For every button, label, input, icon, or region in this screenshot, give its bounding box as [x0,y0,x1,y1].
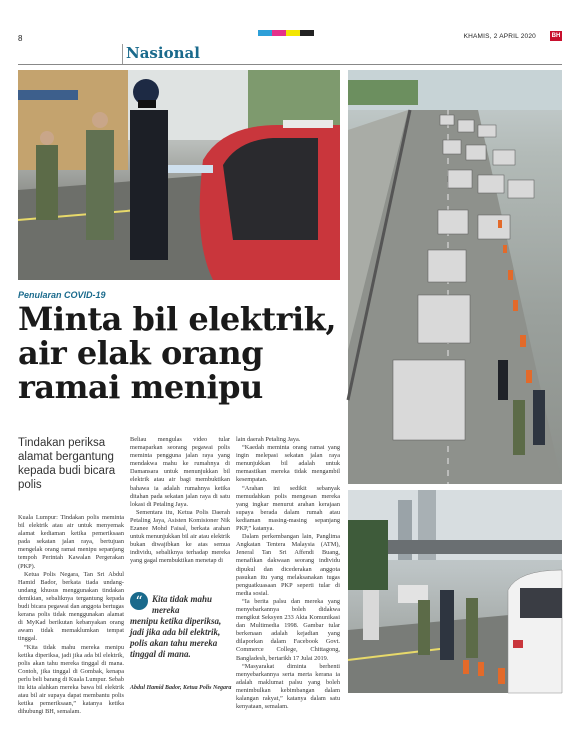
photo-illustration [18,70,340,280]
article-deck: Tindakan periksa alamat bergantung kepada budi bicara polis [18,437,116,491]
pull-quote-source: Abdul Hamid Bador, Ketua Polis Negara [130,685,232,691]
color-swatch [272,30,286,36]
photo-illustration [348,70,562,484]
pull-quote-line2: menipu ketika diperiksa, jadi jika ada bil elektrik, polis akan tahu mereka tinggal di mana. [130,616,222,659]
page-number: 8 [18,34,23,43]
photo-army-roadblock [348,490,562,693]
photo-illustration [348,490,562,693]
section-divider [122,44,123,64]
quote-mark-icon: “ [130,592,148,610]
body-column-2 [130,436,230,596]
paragraph: “Kita tidak mahu mereka menipu ketika diperiksa, jadi jika ada bil elektrik, polis akan tahu mereka tinggal di mana. Contoh, jika tinggal di Gombak, kenapa perlu beli barang di Kuala Lumpur. Sebab itu kita alahkan mereka bawa bil elektrik atau bil air supaya dapat membantu polis ketika pemeriksaan,” katanya ketika dihubungi BH, semalam. [18,643,124,716]
photo-highway-roadblock [348,70,562,484]
article-headline: Minta bil elektrik, air elak orang ramai menipu [18,300,336,406]
body-column-1 [18,514,124,716]
paragraph: “Arahan ini sedikit sebanyak memudahkan polis mengesan mereka yang ingkar menurut arahan kerajaan supaya berada dalam rumah atau kediaman masing-masing sepanjang PKP,” katanya. [236,484,340,533]
paragraph: “Masyarakat diminta berhenti menyebarkannya serta merta kerana ia adalah maklumat palsu yang boleh menimbulkan kebimbangan dalam kalangan rakyat,” katanya dalam satu kenyataan, semalam. [236,662,340,711]
body-column-3 [236,436,340,711]
color-swatch [300,30,314,36]
page-header [0,0,580,44]
color-swatch [258,30,272,36]
paragraph: “Kaedah meminta orang ramai yang ingin melepasi sekatan jalan raya menunjukkan bil adalah untuk memastikan mereka tidak mengambil kesempatan. [236,444,340,484]
newspaper-logo: BH [551,33,561,39]
paragraph: Ketua Polis Negara, Tan Sri Abdul Hamid Bador, berkata tiada undang-undang khusus menggunakan tindakan demikian, sebaliknya tergantung kepada budi bicara pegawai dan anggota bertugas kerana polis tidak menggunakan alamat di MyKad berikutan kebanyakan orang awam tidak memaklumkan tempat tinggal. [18,570,124,643]
paragraph: Kuala Lumpur: Tindakan polis meminta bil elektrik atau air untuk menyemak alamat kediaman ketika pemeriksaan pada sekatan jalan raya, bertujuan mengelak orang ramai menipu sepanjang tempoh Perintah Kawalan Pergerakan (PKP). [18,514,124,570]
pull-quote-line1: Kita tidak mahu mereka [152,594,213,615]
paragraph: Beliau mengulas video tular memaparkan seorang pegawai polis meminta pengguna jalan raya yang mendakwa mahu ke rumahnya di Damansara untuk menunjukkan bil elektrik atau air bagi membuktikan bahawa ia adalah rumahnya ketika ditahan pada sekatan jalan raya di satu lokasi di Petaling Jaya. [130,436,230,508]
section-rule [18,64,562,65]
paragraph: lain daerah Petaling Jaya. [236,436,301,443]
article-kicker: Penularan COVID-19 [18,290,106,300]
color-register-strip [258,30,314,36]
color-swatch [286,30,300,36]
section-title: Nasional [126,44,200,62]
paragraph: Dalam perkembangan lain, Panglima Angkatan Tentera Malaysia (ATM), Jeneral Tan Sri Affendi Buang, menafikan dakwaan seorang individu dipukul dan dicederakan anggota pasukan itu yang melaksanakan tugas penguatkuasaan PKP seperti tular di media sosial. [236,533,340,597]
paragraph: Sementara itu, Ketua Polis Daerah Petaling Jaya, Asisten Komisioner Nik Ezanee Mohd Faisal, berkata arahan untuk menunjukkan bil air atau elektrik bukan diwajibkan ke atas semua individu, sebaliknya terhadap mereka yang gagal membuktikan menetap di [130,508,230,565]
issue-date: KHAMIS, 2 APRIL 2020 [463,33,536,40]
photo-police-checkpoint [18,70,340,280]
paragraph: “Ia berita palsu dan mereka yang menyebarkannya boleh didakwa mengikut Seksyen 233 Akta Komunikasi dan Multimedia 1998. Gambar tular berkenaan adalah kejadian yang dilaporkan dalam Facebook Govt. Commerce College, Chittagong, Bangladesh, bertarikh 17 Julai 2019. [236,597,340,662]
